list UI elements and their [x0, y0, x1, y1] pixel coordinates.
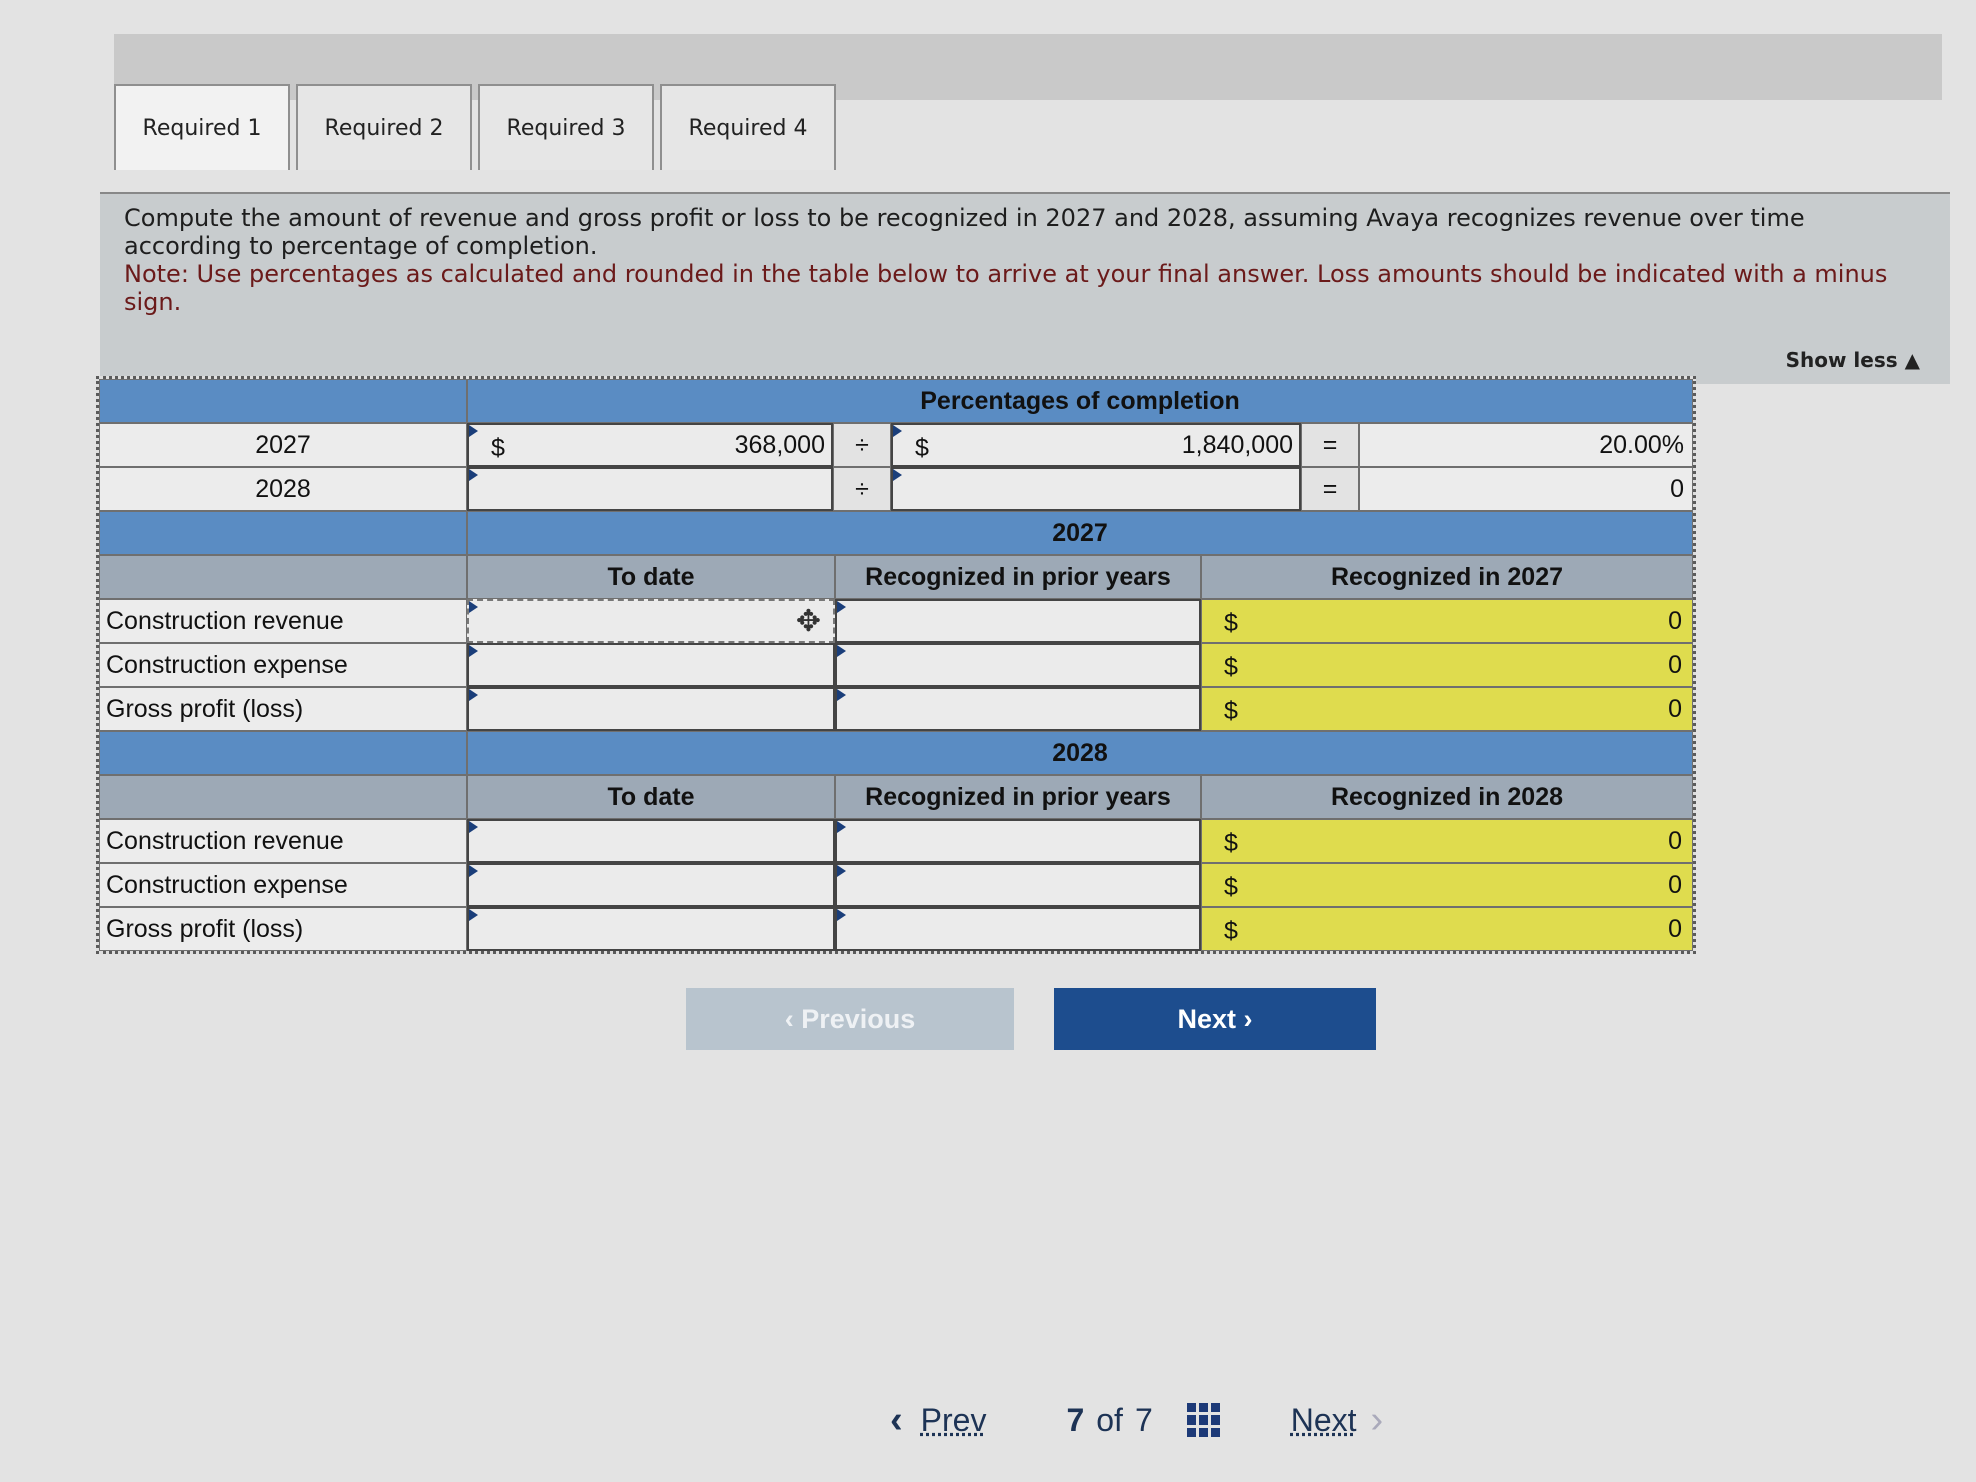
pager-prev-link[interactable]: Prev	[920, 1401, 987, 1438]
expense-prior-2028-input[interactable]	[835, 863, 1201, 907]
pct-numerator-2028-input[interactable]	[467, 467, 833, 511]
col-prior-years: Recognized in prior years	[835, 555, 1201, 599]
instruction-text: Compute the amount of revenue and gross profit or loss to be recognized in 2027 and 2028, assuming Avaya recognizes revenue over time according to percentage of completion.	[124, 204, 1805, 260]
value: 0	[1668, 826, 1682, 855]
row-label: Construction expense	[99, 863, 467, 907]
tab-required-3[interactable]: Required 3	[478, 84, 654, 170]
pager-current: 7	[1066, 1401, 1085, 1438]
revenue-current-2027	[1201, 599, 1693, 643]
value: 0	[1668, 870, 1682, 899]
dollar-sign: $	[1224, 829, 1238, 857]
divide-operator: ÷	[833, 467, 891, 511]
header-blank	[99, 511, 467, 555]
gross-profit-to-date-2027-input[interactable]	[467, 687, 835, 731]
dollar-sign: $	[915, 434, 929, 462]
pct-row-2028	[467, 467, 1693, 511]
pct-numerator-2027-input[interactable]	[467, 423, 833, 467]
previous-button[interactable]: ‹ Previous	[686, 988, 1014, 1050]
move-cursor-icon: ✥	[795, 604, 821, 638]
pager-total: 7	[1134, 1401, 1153, 1438]
col-to-date: To date	[467, 775, 835, 819]
note-text: Note: Use percentages as calculated and rounded in the table below to arrive at your final answer. Loss amounts should be indicated with a minus sign.	[124, 260, 1888, 316]
expense-prior-2027-input[interactable]	[835, 643, 1201, 687]
pct-denominator-2027-input[interactable]	[891, 423, 1301, 467]
expense-to-date-2027-input[interactable]	[467, 643, 835, 687]
value: 0	[1668, 694, 1682, 723]
pct-denominator-value: 1,840,000	[1181, 430, 1293, 459]
expense-current-2027	[1201, 643, 1693, 687]
header-blank	[99, 379, 467, 423]
pct-year-2028: 2028	[99, 467, 467, 511]
equals-operator: =	[1301, 423, 1359, 467]
revenue-to-date-2027-input[interactable]	[467, 599, 835, 643]
next-button[interactable]: Next ›	[1054, 988, 1376, 1050]
value: 0	[1668, 650, 1682, 679]
col-prior-years: Recognized in prior years	[835, 775, 1201, 819]
revenue-to-date-2028-input[interactable]	[467, 819, 835, 863]
chevron-right-icon[interactable]: ›	[1370, 1398, 1384, 1441]
header-blank	[99, 731, 467, 775]
tab-bar	[114, 84, 836, 170]
tab-required-2[interactable]: Required 2	[296, 84, 472, 170]
dollar-sign: $	[1224, 609, 1238, 637]
tab-required-1[interactable]: Required 1	[114, 84, 290, 170]
revenue-prior-2028-input[interactable]	[835, 819, 1201, 863]
col-recognized-2027: Recognized in 2027	[1201, 555, 1693, 599]
pct-result-2028: 0	[1359, 467, 1693, 511]
value: 0	[1668, 914, 1682, 943]
instruction-panel	[100, 192, 1950, 384]
dollar-sign: $	[1224, 917, 1238, 945]
divide-operator: ÷	[833, 423, 891, 467]
dollar-sign: $	[1224, 653, 1238, 681]
pct-numerator-value: 368,000	[734, 430, 825, 459]
worksheet-table	[96, 376, 1696, 954]
expense-to-date-2028-input[interactable]	[467, 863, 835, 907]
expense-current-2028	[1201, 863, 1693, 907]
grid-icon[interactable]	[1187, 1403, 1221, 1437]
gross-profit-current-2028	[1201, 907, 1693, 951]
pager	[890, 1398, 1430, 1442]
revenue-current-2028	[1201, 819, 1693, 863]
value: 0	[1668, 606, 1682, 635]
pct-row-2027	[467, 423, 1693, 467]
pct-header: Percentages of completion	[467, 379, 1693, 423]
row-label: Construction revenue	[99, 819, 467, 863]
section-2027-year: 2027	[467, 511, 1693, 555]
pager-next-link[interactable]: Next	[1290, 1401, 1357, 1438]
pct-denominator-2028-input[interactable]	[891, 467, 1301, 511]
gross-profit-prior-2028-input[interactable]	[835, 907, 1201, 951]
row-label: Construction revenue	[99, 599, 467, 643]
dollar-sign: $	[1224, 873, 1238, 901]
col-recognized-2028: Recognized in 2028	[1201, 775, 1693, 819]
row-label: Construction expense	[99, 643, 467, 687]
revenue-prior-2027-input[interactable]	[835, 599, 1201, 643]
pct-year-2027: 2027	[99, 423, 467, 467]
chevron-left-icon[interactable]: ‹	[890, 1398, 903, 1441]
pct-result-2027: 20.00%	[1359, 423, 1693, 467]
pager-of: of	[1096, 1401, 1123, 1438]
section-2028-year: 2028	[467, 731, 1693, 775]
dollar-sign: $	[1224, 697, 1238, 725]
gross-profit-prior-2027-input[interactable]	[835, 687, 1201, 731]
show-less-link[interactable]: Show less ▲	[1785, 348, 1920, 372]
row-label: Gross profit (loss)	[99, 907, 467, 951]
gross-profit-to-date-2028-input[interactable]	[467, 907, 835, 951]
gross-profit-current-2027	[1201, 687, 1693, 731]
header-blank	[99, 555, 467, 599]
col-to-date: To date	[467, 555, 835, 599]
equals-operator: =	[1301, 467, 1359, 511]
dollar-sign: $	[491, 434, 505, 462]
tab-required-4[interactable]: Required 4	[660, 84, 836, 170]
header-blank	[99, 775, 467, 819]
row-label: Gross profit (loss)	[99, 687, 467, 731]
